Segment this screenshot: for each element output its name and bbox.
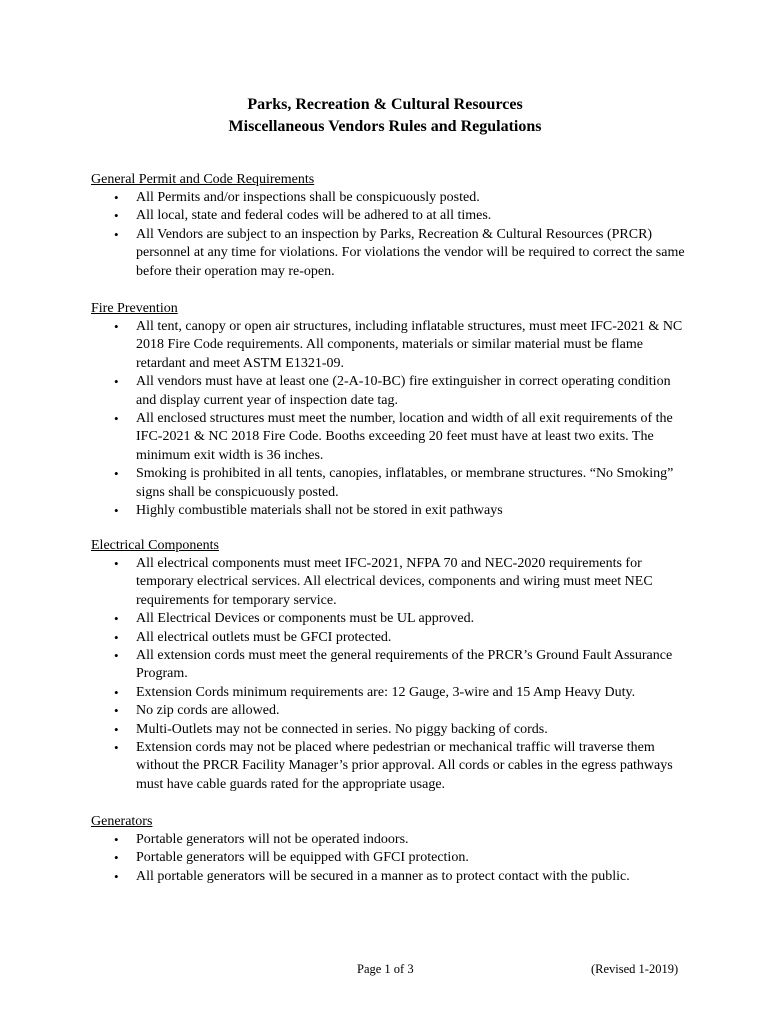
list-item-text: All extension cords must meet the general requirements of the PRCR’s Ground Fault Assurance Program. bbox=[136, 648, 673, 682]
list-item bbox=[91, 226, 691, 281]
list-item-text: All electrical components must meet IFC-2021, NFPA 70 and NEC-2020 requirements for temporary electrical services. All electrical devices, components and wiring must meet NEC requirements for temporary service. bbox=[136, 556, 653, 608]
list-item bbox=[91, 702, 691, 720]
list-item-text: All vendors must have at least one (2-A-10-BC) fire extinguisher in correct operating condition and display current year of inspection date tag. bbox=[136, 374, 671, 408]
page-number: Page 1 of 3 bbox=[357, 962, 414, 976]
list-item bbox=[91, 207, 691, 225]
bullet-icon: • bbox=[114, 374, 119, 390]
bullet-list bbox=[91, 555, 691, 794]
list-item-text: All Vendors are subject to an inspection by Parks, Recreation & Cultural Resources (PRCR) personnel at any time for violations. For violations the vendor will be required to correct the same before their operation may re-open. bbox=[136, 226, 685, 279]
list-item bbox=[91, 555, 691, 610]
list-item-text: All enclosed structures must meet the number, location and width of all exit requirements of the IFC-2021 & NC 2018 Fire Code. Booths exceeding 20 feet must have at least two exits. The minimum exit width is 36 inches. bbox=[136, 411, 673, 463]
list-item-text: Extension Cords minimum requirements are: 12 Gauge, 3-wire and 15 Amp Heavy Duty. bbox=[136, 684, 636, 700]
list-item bbox=[91, 721, 691, 739]
list-item bbox=[91, 465, 691, 502]
list-item bbox=[91, 373, 691, 410]
list-item bbox=[91, 684, 691, 702]
list-item bbox=[91, 610, 691, 628]
list-item-text: All electrical outlets must be GFCI protected. bbox=[136, 629, 392, 645]
bullet-list bbox=[91, 189, 691, 281]
document-title-line2: Miscellaneous Vendors Rules and Regulations bbox=[228, 118, 542, 135]
section-heading: Fire Prevention bbox=[91, 301, 178, 316]
bullet-icon: • bbox=[114, 319, 119, 334]
document-title-line1: Parks, Recreation & Cultural Resources bbox=[247, 96, 523, 113]
section-heading: General Permit and Code Requirements bbox=[91, 172, 315, 187]
list-item-text: Smoking is prohibited in all tents, canopies, inflatables, or membrane structures. “No Smoking” signs shall be conspicuously posted. bbox=[136, 466, 674, 500]
list-item-text: All tent, canopy or open air structures, including inflatable structures, must meet IFC-2021 & NC 2018 Fire Code requirements. All components, materials or similar material must be flame retardant and meet ASTM E1321-09. bbox=[136, 319, 683, 371]
bullet-icon: • bbox=[114, 226, 119, 242]
list-item-text: All Electrical Devices or components must be UL approved. bbox=[136, 611, 475, 627]
list-item-text: All portable generators will be secured in a manner as to protect contact with the public. bbox=[136, 868, 630, 884]
list-item bbox=[91, 831, 691, 849]
list-item bbox=[91, 647, 691, 684]
section-heading: Electrical Components bbox=[91, 538, 219, 553]
bullet-icon: • bbox=[114, 411, 119, 427]
bullet-icon: • bbox=[114, 703, 119, 719]
revision-date: (Revised 1-2019) bbox=[591, 962, 679, 976]
bullet-icon: • bbox=[114, 629, 119, 645]
bullet-icon: • bbox=[114, 832, 119, 847]
list-item bbox=[91, 849, 691, 867]
list-item-text: Extension cords may not be placed where pedestrian or mechanical traffic will traverse them without the PRCR Facility Manager’s prior approval. All cords or cables in the egress pathways must have cable guards rated for the appropriate usage. bbox=[136, 740, 673, 792]
section-electrical-components bbox=[91, 537, 691, 794]
bullet-list bbox=[91, 831, 691, 886]
bullet-icon: • bbox=[114, 648, 119, 664]
bullet-icon: • bbox=[114, 611, 119, 627]
list-item-text: Portable generators will be equipped with GFCI protection. bbox=[136, 850, 469, 866]
list-item-text: Multi-Outlets may not be connected in series. No piggy backing of cords. bbox=[136, 721, 548, 737]
section-fire-prevention bbox=[91, 300, 691, 520]
list-item bbox=[91, 868, 691, 886]
bullet-icon: • bbox=[114, 721, 119, 737]
bullet-list bbox=[91, 318, 691, 520]
bullet-icon: • bbox=[114, 466, 119, 482]
bullet-icon: • bbox=[114, 190, 119, 205]
bullet-icon: • bbox=[114, 684, 119, 700]
list-item bbox=[91, 410, 691, 465]
list-item bbox=[91, 629, 691, 647]
list-item bbox=[91, 502, 691, 520]
bullet-icon: • bbox=[114, 850, 119, 866]
bullet-icon: • bbox=[114, 740, 119, 756]
bullet-icon: • bbox=[114, 556, 119, 571]
list-item-text: All local, state and federal codes will be adhered to at all times. bbox=[136, 208, 492, 224]
list-item-text: Highly combustible materials shall not be stored in exit pathways bbox=[136, 503, 503, 519]
list-item bbox=[91, 739, 691, 794]
list-item-text: All Permits and/or inspections shall be conspicuously posted. bbox=[136, 190, 480, 205]
bullet-icon: • bbox=[114, 503, 119, 519]
list-item-text: Portable generators will not be operated indoors. bbox=[136, 832, 409, 847]
section-general-permit bbox=[91, 171, 691, 281]
list-item-text: No zip cords are allowed. bbox=[136, 703, 280, 719]
section-heading: Generators bbox=[91, 814, 153, 829]
section-generators bbox=[91, 813, 691, 886]
bullet-icon: • bbox=[114, 208, 119, 224]
list-item bbox=[91, 189, 691, 207]
list-item bbox=[91, 318, 691, 373]
bullet-icon: • bbox=[114, 868, 119, 884]
